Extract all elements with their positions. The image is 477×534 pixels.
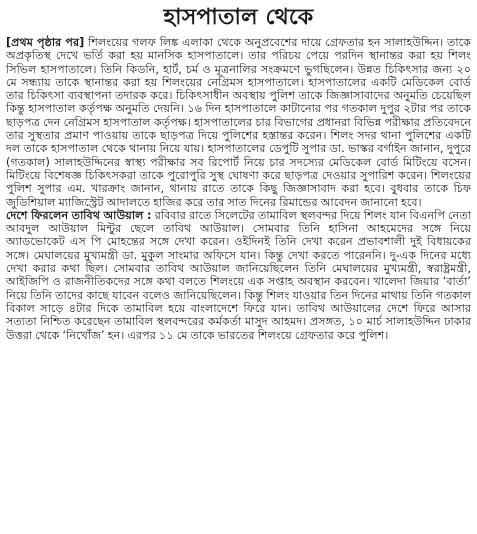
- continuation-marker: [প্রথম পৃষ্ঠার পর]: [6, 36, 85, 49]
- subheading-tabith-returns: দেশে ফিরলেন তাবিথ আউয়াল :: [6, 208, 152, 222]
- article-paragraph-2: [6, 209, 471, 342]
- paragraph-1-text: শিলংয়ের গলফ লিঙ্ক এলাকা থেকে অনুপ্রবেশের দায়ে গ্রেফতার হন সালাহউদ্দিন। তাকে অপ্রকৃতিস্থ দেখে ভর্তি করা হয় মানসিক হাসপাতালে। তার পরিচয় পেয়ে পরদিন স্থানান্তর করা হয় শিলং সিভিল হাসপাতালে। তিনি কিডনি, হার্ট, চর্ম ও মূত্রনালির সংক্রমণে ভুগছিলেন। উন্নত চিকিৎসার জন্য ২০ মে সন্ধ্যায় তাকে স্থানান্তর করা হয় শিলংয়ের নেগ্রিমস হাসপাতালে। হাসপাতালের একটি মেডিকেল বোর্ড তার চিকিৎসা ব্যবস্থাপনা তদারক করে। চিকিৎসাধীন অবস্থায় পুলিশ তাকে জিজ্ঞাসাবাদের অনুমতি চেয়েছিল কিন্তু হাসপাতাল কর্তৃপক্ষ অনুমতি দেয়নি। ১৬ দিন হাসপাতালে কাটানোর পর গতকাল দুপুর ২টার পর তাকে ছাড়পত্র দেন নেগ্রিমস হাসপাতাল কর্তৃপক্ষ। হাসপাতালের চার বিভাগের প্রধানরা বিভিন্ন পরীক্ষার প্রতিবেদনে তার সুস্থতার প্রমাণ পাওয়ায় তাকে ছাড়পত্র দিয়ে পুলিশের হস্তান্তর করেন। শিলং সদর থানা পুলিশের একটি দল তাকে হাসপাতাল থেকে থানায় নিয়ে যায়। হাসপাতালের ডেপুটি সুপার ডা. ভাস্কর বর্গাইন জানান, দুপুরে (গতকাল) সালাহউদ্দিনের স্বাস্থ্য পরীক্ষার সব রিপোর্ট নিয়ে চার সদস্যের মেডিকেল বোর্ড মিটিংয়ে বসেন। মিটিংয়ে বিশেষজ্ঞ চিকিৎসকরা তাকে পুরোপুরি সুস্থ ঘোষণা করে ছাড়পত্র দেওয়ার সুপারিশ করেন। শিলংয়ের পুলিশ সুপার এম. খারক্রাং জানান, থানায় রাতে তাকে কিছু জিজ্ঞাসাবাদ করা হবে। বুধবার তাকে চিফ জুডিশিয়াল ম্যাজিস্ট্রেট আদালতে হাজির করে তার সাত দিনের রিমান্ডের আবেদন জানানো হবে।: [6, 36, 471, 209]
- paragraph-2-text: রবিবার রাতে সিলেটের তামাবিল স্থলবন্দর দিয়ে শিলং যান বিএনপি নেতা আবদুল আউয়াল মিন্টুর ছেলে তাবিথ আউয়াল। সোমবার তিনি হাসিনা আহমেদের সঙ্গে নিয়ে অ্যাডভোকেট এস পি মোহন্তের সঙ্গে দেখা করেন। ওইদিনই তিনি দেখা করেন প্রভাবশালী দুই বিধায়কের সঙ্গে। মেঘালয়ের মুখ্যমন্ত্রী ডা. মুকুল সাংমার অফিসে যান। কিন্তু দেখা করতে পারেননি। দু-এক দিনের মধ্যে দেখা করার কথা ছিল। সোমবার তাবিথ আউয়াল জানিয়েছিলেন তিনি মেঘালয়ের মুখ্যমন্ত্রী, স্বরাষ্ট্রমন্ত্রী, আইজিপি ও রাজনীতিকদের সঙ্গে কথা বলতে শিলংয়ে এক সপ্তাহ অবস্থান করবেন। খালেদা জিয়ার ‘বার্তা’ নিয়ে তিনি তাদের কাছে যাবেন বলেও জানিয়েছিলেন। কিন্তু শিলং যাওয়ার তিন দিনের মাথায় তিনি গতকাল বিকাল সাড়ে ৪টার দিকে তামাবিল হয়ে বাংলাদেশে ফিরে যান। তাবিথ আউয়ালের দেশে ফিরে আসার সত্যতা নিশ্চিত করেছেন তামাবিল স্থলবন্দরের কর্মকর্তা মাসুদ আহমদ। প্রসঙ্গত, ১০ মার্চ সালাহউদ্দিন ঢাকার উত্তরা থেকে ‘নিখোঁজ’ হন। এরপর ১১ মে তাকে ভারতের শিলংয়ে গ্রেফতার করে পুলিশ।: [6, 208, 471, 342]
- article-headline: হাসপাতাল থেকে: [163, 5, 314, 30]
- article-body: [6, 36, 471, 342]
- article-paragraph-1: [6, 36, 471, 209]
